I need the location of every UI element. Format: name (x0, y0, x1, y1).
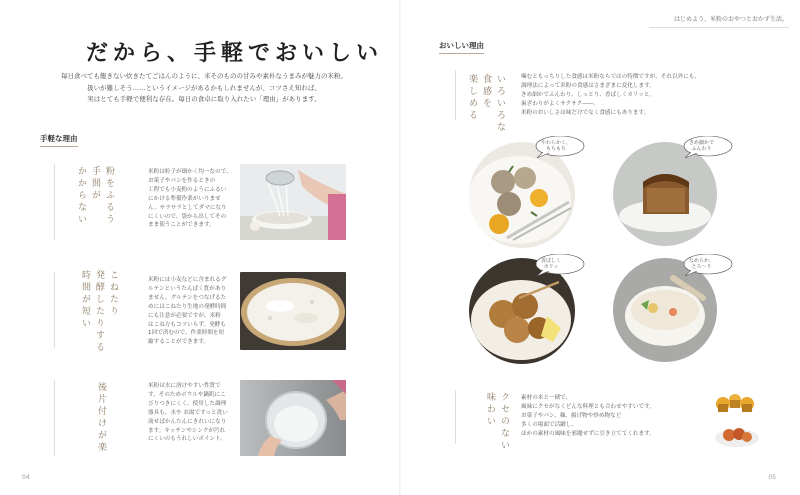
text-line: にも注意が必要ですが、米粉 (148, 312, 221, 319)
item-label-kneading (80, 270, 118, 354)
page-title: だから、手軽でおいしい (86, 41, 384, 66)
page-number-left: 04 (22, 474, 30, 481)
text-line: 調理法によって米粉の食感はさまざまに変化します。 (521, 82, 655, 89)
item-label-col: クセのない (499, 392, 509, 452)
bubble-line: 香ばしく (541, 258, 562, 264)
bubble-line: もちもち (545, 146, 566, 152)
text-line: ます。キッチンやシンクが汚れ (148, 427, 226, 434)
text-line: きめ細かでふんわり、しっとり、香ばしくカリッと。 (521, 91, 656, 98)
header-rule (649, 27, 789, 28)
item-label-col: 粉をふるう (104, 166, 114, 226)
item-label-col: こねたり (108, 270, 118, 318)
divider-line (54, 380, 55, 456)
item-label-col: 楽しめる (467, 74, 477, 122)
page-number-right: 05 (768, 474, 776, 481)
text-line: 歯ざわりがよくサクサク――。 (521, 100, 599, 107)
text-line: びりつきにくく、使用した調理 (148, 400, 227, 407)
item-label-col: いろいろな (495, 74, 505, 134)
text-line: 縮することができます。 (148, 339, 210, 346)
section-label-easy: 手軽な理由 (40, 133, 78, 147)
item-text-mild-taste (521, 394, 655, 439)
illustration-muffins (713, 392, 761, 416)
bubble-line: なめらか、 (689, 258, 715, 264)
intro-paragraph (54, 71, 354, 106)
right-page (401, 0, 800, 495)
speech-bubble-crispy (541, 258, 561, 270)
item-label-col: 時間が短い (80, 270, 90, 330)
bubble-line: きめ細かで (689, 140, 715, 146)
section-label-tasty: おいしい理由 (439, 40, 484, 54)
speech-bubble-chewy (541, 140, 571, 152)
text-line: ん。サラサラとしてダマになり (148, 204, 227, 211)
intro-line: 扱いが難しそう……というイメージがあるかもしれませんが、コツさえ知れば、 (87, 83, 321, 92)
text-line: まま使うことができます。 (148, 222, 215, 229)
text-line: 流せばかんたんにきれいになり (148, 418, 227, 425)
item-label-mild-taste (485, 392, 509, 452)
divider-line (455, 70, 456, 120)
text-line: 噛むともっちりした食感は米粉ならではの特徴ですが、それ以外にも、 (521, 74, 700, 80)
photo-washing-bowl (240, 380, 346, 456)
text-line: ません。グルテンをつなげるた (148, 294, 227, 301)
item-label-col: 味わい (485, 392, 495, 428)
item-label-col: 手間が (90, 166, 100, 202)
illustration-fried-dish (713, 422, 761, 448)
intro-line: 実はとても手軽で便利な存在。毎日の食卓に取り入れたい「理由」があります。 (87, 95, 321, 103)
item-label-col: 後片付けが楽 (96, 382, 106, 454)
text-line: 米粉は粒子が細かく均一なので、 (148, 169, 232, 175)
text-line: 米粉のおいしさは味だけでなく食感にもあります。 (521, 109, 650, 116)
item-text-cleanup (148, 382, 228, 444)
text-line: めにはこねたり生地の発酵時間 (148, 303, 227, 310)
text-line: 米粉には小麦などに含まれるグ (148, 277, 227, 283)
text-line: 器具も、水や お湯ですっと洗い (148, 409, 228, 416)
item-text-texture (521, 73, 700, 118)
intro-line: 毎日食べても飽きない炊きたてごはんのように、米そのものの甘みや素朴なうまみが魅力の米粉。 (61, 72, 347, 80)
item-label-col: 食感を (481, 74, 491, 110)
divider-line (54, 164, 55, 240)
text-line: にくいので、袋から出してその (148, 213, 227, 220)
photo-dough-in-pan (240, 272, 346, 350)
bubble-line: カリッ (543, 264, 559, 270)
speech-bubble-fluffy (689, 140, 714, 152)
item-label-sifting (76, 166, 114, 226)
text-line: お菓子やパンを作るときの (148, 177, 216, 184)
text-line: お菓子やパン、麺、揚げ物や炒め物など (521, 412, 622, 419)
item-label-col: 発酵したりする (94, 270, 104, 354)
bubble-line: やわらかく、 (541, 140, 571, 146)
text-line: はこね方もコツいらず。発酵も (148, 321, 226, 328)
running-header: はじめよう、米粉のおやつとおかず生活。 (673, 16, 788, 23)
text-line: 素材の米と一緒で、 (521, 395, 572, 401)
text-line: 多くの場面で活躍し、 (521, 421, 577, 428)
text-line: 風味にクセがなくどんな料理とも合わせやすいです。 (521, 403, 655, 410)
speech-bubble-smooth (689, 258, 714, 270)
item-label-texture (467, 74, 505, 134)
text-line: す。そのためボウルや鍋肌にこ (148, 391, 226, 398)
text-line: 1回で済むので、作業時間を短 (148, 330, 225, 337)
text-line: 米粉は水に溶けやすい性質で (148, 383, 221, 389)
item-text-sifting (148, 168, 232, 230)
divider-line (54, 272, 55, 348)
item-text-kneading (148, 276, 226, 347)
item-label-col: かからない (76, 166, 86, 226)
text-line: 工程でも小麦粉のようにふるい (148, 186, 227, 193)
bubble-line: とろ〜り (691, 264, 712, 270)
item-label-cleanup (96, 382, 106, 454)
divider-line (455, 390, 456, 444)
text-line: にくいのもうれしいポイント。 (148, 436, 226, 443)
text-line: ルテンというたんぱく質があり (148, 285, 227, 292)
photo-sifting-flour (240, 164, 346, 240)
text-line: ほかの素材の風味を邪魔せずに引き立ててくれます。 (521, 430, 655, 437)
bubble-line: ふんわり (691, 146, 712, 152)
text-line: にかける準備作業がいりませ (148, 195, 221, 202)
